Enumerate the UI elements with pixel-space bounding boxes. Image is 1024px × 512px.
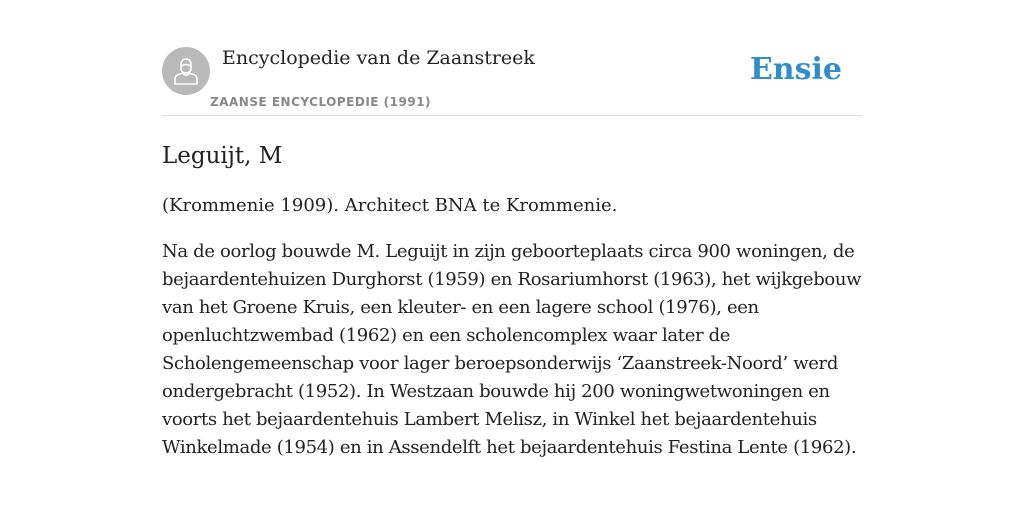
user-icon xyxy=(173,57,199,85)
entry-title: Leguijt, M xyxy=(162,143,283,169)
source-subtitle: ZAANSE ENCYCLOPEDIE (1991) xyxy=(210,95,432,109)
avatar[interactable] xyxy=(162,47,210,95)
ensie-logo[interactable]: Ensie xyxy=(749,52,842,87)
entry-body: Na de oorlog bouwde M. Leguijt in zijn geboorteplaats circa 900 woningen, de bejaardentehuizen Durghorst (1959) en Rosariumhorst (1963), het wijkgebouw van het Groene Kruis, een kleuter- en een lagere school (1976), een openluchtzwembad (1962) en een scholencomplex waar later de Scholengemeenschap voor lager beroepsonderwijs ‘Zaanstreek-Noord’ werd ondergebracht (1952). In Westzaan bouwde hij 200 woningwetwoningen en voorts het bejaardentehuis Lambert Melisz, in Winkel het bejaardentehuis Winkelmade (1954) en in Assendelft het bejaardentehuis Festina Lente (1962). xyxy=(162,241,862,458)
entry-intro: (Krommenie 1909). Architect BNA te Krommenie. xyxy=(162,195,618,216)
page xyxy=(162,0,862,462)
source-title[interactable]: Encyclopedie van de Zaanstreek xyxy=(222,47,535,69)
source-header xyxy=(162,46,862,116)
